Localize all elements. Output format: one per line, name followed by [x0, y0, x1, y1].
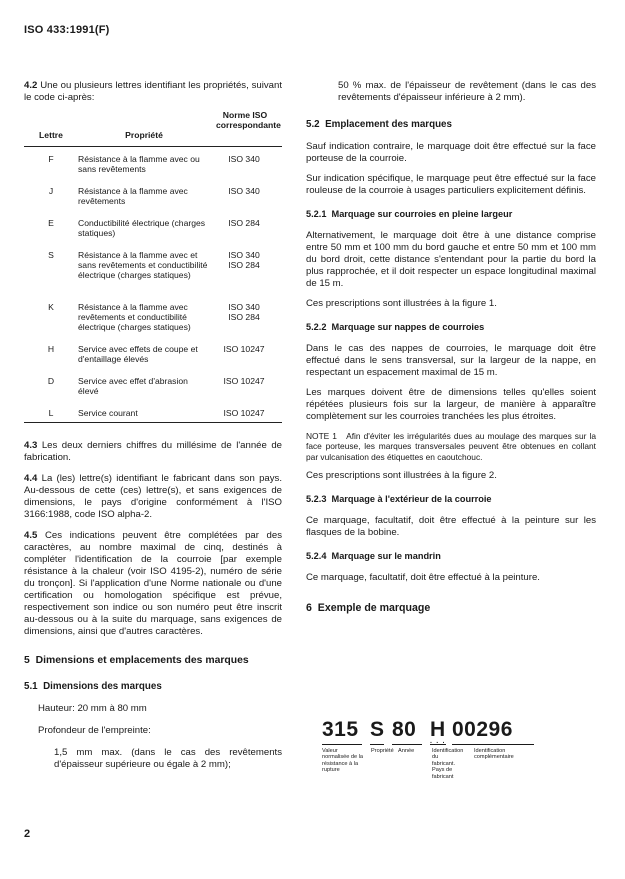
height-line: Hauteur: 20 mm à 80 mm — [38, 703, 147, 714]
section-6-heading — [306, 602, 596, 614]
table-bottom-rule — [24, 422, 282, 423]
note-text: Afin d'éviter les irrégularités dues au moulage des marques sur la face porteuse, les marques transversales peuvent être obtenues en collant par vulcanisation des étiquettes en caoutchouc. — [306, 431, 596, 462]
paragraph: Sur indication spécifique, le marquage peut être effectué sur la face rouleuse de la courroie à usages particuliers explicitement définis. — [306, 173, 596, 196]
section-title: Marquage à l'extérieur de la courroie — [331, 494, 492, 505]
section-number: 5.1 — [24, 681, 38, 692]
table-header-norm: Norme ISO correspondante — [216, 110, 281, 130]
clause-number: 4.3 — [24, 440, 38, 451]
continuation-text: 50 % max. de l'épaisseur de revêtement (dans le cas des revêtements d'épaisseur inférieure à 2 mm). — [338, 80, 596, 103]
section-5-heading — [24, 654, 282, 667]
row-letter: L — [48, 408, 54, 418]
section-title: Marquage sur courroies en pleine largeur — [331, 209, 513, 219]
paragraph-4-3 — [24, 440, 282, 464]
row-letter: E — [48, 218, 54, 228]
section-number: 5.2 — [306, 119, 320, 130]
row-property: Service avec effet d'abrasion élevé — [78, 376, 188, 396]
depth-line: Profondeur de l'empreinte: — [38, 725, 151, 736]
mark-manufacturer: H — [430, 718, 446, 741]
row-norm: ISO 340 — [228, 154, 260, 164]
row-property: Résistance à la flamme avec revêtements et conductibilité électrique (charges statiques) — [78, 302, 191, 332]
page-header: ISO 433:1991(F) — [24, 24, 110, 36]
mark-country-dots: · · · — [430, 740, 446, 747]
paragraph: Ce marquage, facultatif, doit être effectué à la peinture. — [306, 572, 540, 584]
section-number: 5.2.3 — [306, 494, 327, 505]
row-norm: ISO 10247 — [223, 408, 265, 418]
paragraph: Les marques doivent être de dimensions telles qu'elles soient répétées plusieurs fois sur la largeur, de manière à apparaître complètement sur les courroies tranchées les plus étroites. — [306, 387, 596, 422]
section-number: 5.2.2 — [306, 322, 327, 332]
row-letter: F — [48, 154, 54, 164]
row-property: Résistance à la flamme avec ou sans revêtements — [78, 154, 200, 174]
note-1 — [306, 431, 596, 462]
properties-table — [24, 108, 282, 438]
paragraph: Dans le cas des nappes de courroies, le marquage doit être effectué dans le sens transversal, sur la largeur de la nappe, en respectant un espacement maximal de 15 m. — [306, 343, 596, 378]
section-title: Dimensions et emplacements des marques — [35, 655, 249, 666]
row-norm: ISO 10247 — [223, 344, 265, 354]
row-property: Service courant — [78, 408, 138, 418]
paragraph: Sauf indication contraire, le marquage doit être effectué sur la face porteuse de la courroie. — [306, 141, 596, 164]
clause-number: 4.5 — [24, 530, 38, 541]
section-number: 5 — [24, 655, 30, 666]
section-5-2-1-heading — [306, 208, 596, 220]
section-title: Dimensions des marques — [43, 681, 162, 692]
section-number: 5.2.4 — [306, 551, 327, 562]
mark-strength: 315 — [322, 718, 359, 741]
paragraph: Ces prescriptions sont illustrées à la figure 2. — [306, 470, 497, 482]
paragraph-text: Les deux derniers chiffres du millésime de l'année de fabrication. — [24, 440, 282, 463]
left-column — [24, 80, 282, 771]
paragraph-4-5 — [24, 530, 282, 638]
row-norm: ISO 340 ISO 284 — [228, 250, 260, 270]
row-letter: J — [48, 186, 54, 196]
paragraph: Ces prescriptions sont illustrées à la figure 1. — [306, 298, 497, 309]
section-5-2-4-heading — [306, 550, 596, 562]
paragraph: Ce marquage, facultatif, doit être effectué à la peinture sur les flasques de la bobine. — [306, 515, 596, 539]
right-column — [306, 80, 596, 614]
paragraph: Alternativement, le marquage doit être à une distance comprise entre 50 mm et 100 mm du bord gauche et entre 50 mm et 100 mm du bord droit, cette distance s'entendant pour la partie du bord la plus rapprochée, et il doit respecter un espace longitudinal maximal de 15 m. — [306, 230, 596, 289]
page-number: 2 — [24, 828, 31, 840]
mark-supplementary: 00296 — [452, 718, 513, 741]
mark-property: S — [370, 718, 385, 741]
underline-year — [392, 744, 422, 745]
section-title: Marquage sur nappes de courroies — [331, 322, 485, 332]
section-5-2-2-heading — [306, 321, 596, 333]
depth-value: 1,5 mm max. (dans le cas des revêtements d'épaisseur supérieure ou égale à 2 mm); — [54, 747, 282, 770]
row-letter: K — [48, 302, 54, 312]
underline-property — [370, 744, 384, 745]
annotation-strength: Valeur normalisée de la résistance à la rupture — [322, 748, 364, 774]
paragraph-text: Une ou plusieurs lettres identifiant les propriétés, suivant le code ci-après: — [24, 80, 282, 103]
row-norm: ISO 340 — [228, 186, 260, 196]
mark-year: 80 — [392, 718, 417, 741]
underline-supplementary — [452, 744, 534, 745]
table-header-rule — [24, 146, 282, 147]
note-label: NOTE 1 — [306, 431, 337, 441]
row-norm: ISO 284 — [228, 218, 260, 228]
section-5-1-heading — [24, 681, 282, 693]
clause-number: 4.2 — [24, 80, 38, 91]
row-property: Résistance à la flamme avec revêtements — [78, 186, 188, 206]
row-norm: ISO 340 ISO 284 — [228, 302, 260, 322]
row-property: Conductibilité électrique (charges statiques) — [78, 218, 206, 238]
underline-manufacturer — [430, 744, 446, 745]
table-header-letter: Lettre — [39, 130, 63, 140]
paragraph-4-4 — [24, 473, 282, 521]
paragraph-4-2 — [24, 80, 282, 104]
paragraph-text: La (les) lettre(s) identifiant le fabricant dans son pays. Au-dessous de cette (ces) lettre(s), et sans exigences de dimensions, le pays d'origine conformément à l'ISO 3166:1988, code ISO alpha-2. — [24, 473, 283, 520]
row-letter: S — [48, 250, 54, 260]
row-letter: D — [47, 376, 55, 386]
row-property: Résistance à la flamme avec et sans revêtements et conductibilité électrique (charges statiques) — [78, 250, 208, 280]
section-title: Exemple de marquage — [317, 602, 431, 615]
annotation-supplementary: Identification complémentaire — [474, 748, 514, 761]
underline-strength — [322, 744, 362, 745]
annotation-property: Propriété — [371, 748, 394, 754]
annotation-manufacturer: Identification du fabricant. Pays de fabricant — [432, 748, 464, 780]
section-title: Emplacement des marques — [325, 119, 452, 130]
row-norm: ISO 10247 — [223, 376, 265, 386]
clause-number: 4.4 — [24, 473, 38, 484]
row-letter: H — [47, 344, 55, 354]
annotation-year: Année — [398, 748, 415, 754]
paragraph-text: Ces indications peuvent être complétées par des caractères, au nombre maximal de cinq, destinés à compléter l'identification de la courroie [par exemple résistance à la chaleur (voir ISO 4195-2), numéro de série du tronçon]. Si l'application d'une Norme nationale ou d'une certification ou homologation spécifique est prévue, respectivement son indice ou son numéro peut être inscrit au-dessous ou à la suite du marquage, sans exigences de dimensions, ainsi que d'autres caractères. — [24, 530, 283, 637]
section-number: 6 — [306, 602, 312, 615]
section-number: 5.2.1 — [306, 209, 327, 219]
table-header-property: Propriété — [125, 130, 163, 140]
section-5-2-heading — [306, 119, 596, 131]
section-5-2-3-heading — [306, 493, 596, 505]
row-property: Service avec effets de coupe et d'entaillage élevés — [78, 344, 198, 364]
section-title: Marquage sur le mandrin — [331, 551, 441, 562]
